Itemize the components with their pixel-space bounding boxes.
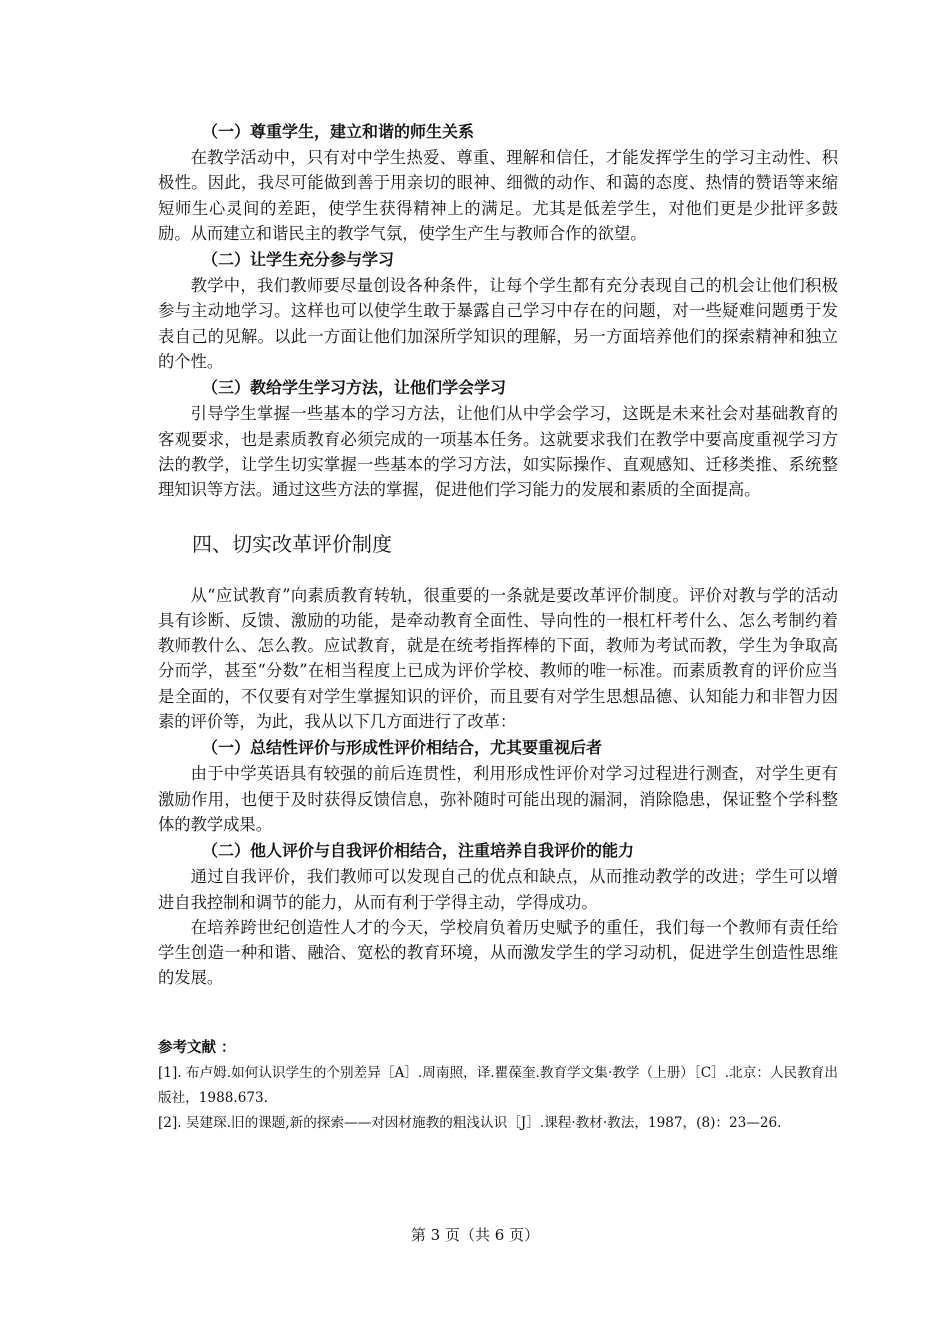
paragraph-closing: 在培养跨世纪创造性人才的今天，学校肩负着历史赋予的重任，我们每一个教师有责任给学生创造一种和谐、融洽、宽松的教育环境，从而激发学生的学习动机，促进学生创造性思维的发展。 bbox=[158, 917, 838, 988]
paragraph-student-participation: 教学中，我们教师要尽量创设各种条件，让每个学生都有充分表现自己的机会让他们积极参与主动地学习。这样也可以使学生敢于暴露自己学习中存在的问题，对一些疑难问题勇于发表自己的见解。以此一方面让他们加深所学知识的理解，另一方面培养他们的探索精神和独立的个性。 bbox=[158, 276, 838, 372]
subsection-heading-self-evaluation: （二）他人评价与自我评价相结合，注重培养自我评价的能力 bbox=[202, 841, 635, 861]
paragraph-respect-students: 在教学活动中，只有对中学生热爱、尊重、理解和信任，才能发挥学生的学习主动性、积极性。因此，我尽可能做到善于用亲切的眼神、细微的动作、和蔼的态度、热情的赞语等来缩短师生心灵间的差距，使学生获得精神上的满足。尤其是低差学生，对他们更是少批评多鼓励。从而建立和谐民主的教学气氛，使学生产生与教师合作的欲望。 bbox=[158, 148, 838, 243]
paragraph-evaluation-intro: 从“应试教育”向素质教育转轨，很重要的一条就是要改革评价制度。评价对教与学的活动具有诊断、反馈、激励的功能，是牵动教育全面性、导向性的一根杠杆考什么、怎么考制约着教师教什么、怎么教。应试教育，就是在统考指挥棒的下面，教师为考试而教，学生为争取高分而学，甚至“分数”在相当程度上已成为评价学校、教师的唯一标准。而素质教育的评价应当是全面的，不仅要有对学生掌握知识的评价，而且要有对学生思想品德、认知能力和非智力因素的评价等，为此，我从以下几方面进行了改革： bbox=[158, 585, 838, 732]
paragraph-self-evaluation: 通过自我评价，我们教师可以发现自己的优点和缺点，从而推动教学的改进；学生可以增进自我控制和调节的能力，从而有利于学得主动，学得成功。 bbox=[158, 867, 838, 912]
section-heading-evaluation-reform: 四、切实改革评价制度 bbox=[192, 531, 392, 556]
reference-item: [1]. 布卢姆.如何认识学生的个别差异［A］.周南照，译.瞿葆奎.教育学文集·教学（上册）［C］.北京：人民教育出版社，1988.673. bbox=[158, 1064, 838, 1106]
subsection-heading-summative-formative: （一）总结性评价与形成性评价相结合，尤其要重视后者 bbox=[202, 738, 603, 758]
page-number-footer: 第 3 页（共 6 页） bbox=[410, 1226, 540, 1244]
paragraph-summative-formative: 由于中学英语具有较强的前后连贯性，利用形成性评价对学习过程进行测查，对学生更有激励作用，也便于及时获得反馈信息，弥补随时可能出现的漏洞，消除隐患，保证整个学科整体的教学成果。 bbox=[158, 764, 838, 834]
reference-item: [2]. 吴建琛.旧的课题,新的探索——对因材施教的粗浅认识［J］.课程·教材·教法，1987，(8)：23—26. bbox=[158, 1114, 782, 1131]
references-block bbox=[158, 1035, 838, 1136]
subsection-heading-learning-methods: （三）教给学生学习方法，让他们学会学习 bbox=[202, 378, 507, 398]
references-title: 参考文献 ： bbox=[158, 1039, 236, 1056]
paragraph-learning-methods: 引导学生掌握一些基本的学习方法，让他们从中学会学习，这既是未来社会对基础教育的客观要求，也是素质教育必须完成的一项基本任务。这就要求我们在教学中要高度重视学习方法的教学，让学生切实掌握一些基本的学习方法，如实际操作、直观感知、迁移类推、系统整理知识等方法。通过这些方法的掌握，促进他们学习能力的发展和素质的全面提高。 bbox=[158, 404, 838, 500]
document-page bbox=[158, 118, 838, 1136]
subsection-heading-respect-students: （一）尊重学生，建立和谐的师生关系 bbox=[202, 122, 475, 141]
subsection-heading-student-participation: （二）让学生充分参与学习 bbox=[202, 250, 395, 270]
